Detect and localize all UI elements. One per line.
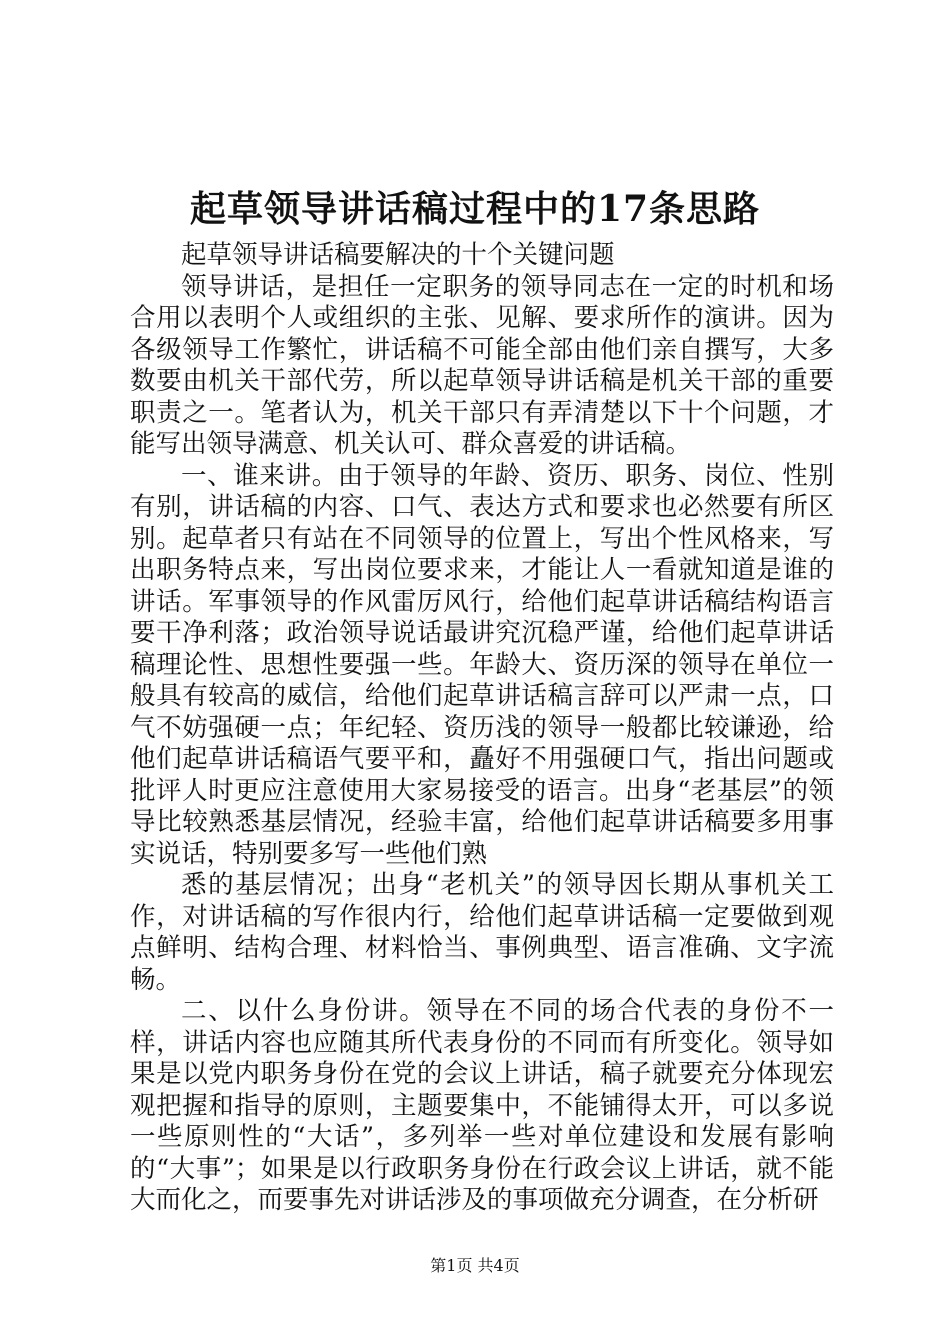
section-one-paragraph: 一、谁来讲。由于领导的年龄、资历、职务、岗位、性别有别，讲话稿的内容、口气、表达方式和要求也必然要有所区别。起草者只有站在不同领导的位置上，写出个性风格来，写出职务特点来，写出岗位要求来，才能让人一看就知道是谁的讲话。军事领导的作风雷厉风行，给他们起草讲话稿结构语言要干净利落；政治领导说话最讲究沉稳严谨，给他们起草讲话稿理论性、思想性要强一些。年龄大、资历深的领导在单位一般具有较高的威信，给他们起草讲话稿言辞可以严肃一点，口气不妨强硬一点；年纪轻、资历浅的领导一般都比较谦逊，给他们起草讲话稿语气要平和，矗好不用强硬口气，指出问题或批评人时更应注意使用大家易接受的语言。出身“老基层”的领导比较熟悉基层情况，经验丰富，给他们起草讲话稿要多用事实说话，特别要多写一些他们熟	[130, 460, 834, 869]
document-title: 起草领导讲话稿过程中的17条思路	[189, 188, 761, 230]
document-body	[130, 240, 834, 1217]
page-footer: 第1页 共4页	[430, 1256, 520, 1275]
section-two-paragraph: 二、以什么身份讲。领导在不同的场合代表的身份不一样，讲话内容也应随其所代表身份的不同而有所变化。领导如果是以党内职务身份在党的会议上讲话，稿子就要充分体现宏观把握和指导的原则，主题要集中，不能铺得太开，可以多说一些原则性的“大话”，多列举一些对单位建设和发展有影响的“大事”；如果是以行政职务身份在行政会议上讲话，就不能大而化之，而要事先对讲话涉及的事项做充分调查，在分析研	[130, 996, 834, 1215]
section-one-continued-paragraph: 悉的基层情况；出身“老机关”的领导因长期从事机关工作，对讲话稿的写作很内行，给他们起草讲话稿一定要做到观点鲜明、结构合理、材料恰当、事例典型、语言准确、文字流畅。	[130, 870, 834, 995]
intro-paragraph: 领导讲话，是担任一定职务的领导同志在一定的时机和场合用以表明个人或组织的主张、见解、要求所作的演讲。因为各级领导工作繁忙，讲话稿不可能全部由他们亲自撰写，大多数要由机关干部代劳，所以起草领导讲话稿是机关干部的重要职责之一。笔者认为，机关干部只有弄清楚以下十个问题，才能写出领导满意、机关认可、群众喜爱的讲话稿。	[130, 271, 834, 459]
subtitle-paragraph: 起草领导讲话稿要解决的十个关键问题	[181, 240, 615, 270]
